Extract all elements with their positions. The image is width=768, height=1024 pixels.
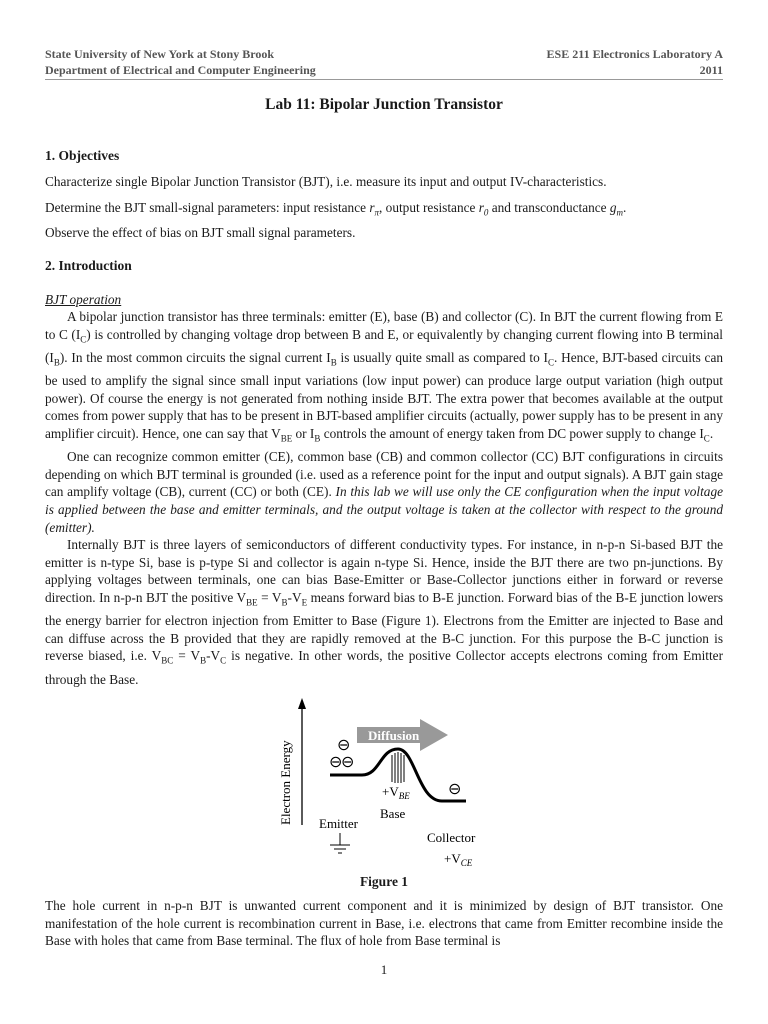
figure-1-band-diagram: [270, 697, 500, 872]
subheading-bjt-operation: BJT operation: [45, 292, 122, 307]
p1-d: is usually quite small as compared to I: [336, 349, 548, 365]
electron-icon: ⊖: [329, 754, 343, 771]
symbol-r-pi: [369, 200, 380, 218]
section-heading-objectives: 1. Objectives: [45, 148, 120, 163]
electron-icon: ⊖: [341, 754, 355, 771]
p3-sub-6: C: [220, 655, 227, 666]
p1-b: ) is controlled by changing voltage drop between B and E, or equivalently by changing current flowing into B terminal (I: [45, 326, 723, 365]
collector-label: Collector: [427, 830, 476, 845]
header-divider: [45, 79, 723, 80]
emitter-label: Emitter: [319, 816, 358, 831]
p3-c: -V: [287, 589, 302, 605]
symbol-r-0-letter: r: [478, 200, 484, 215]
p3-f: -V: [206, 648, 221, 664]
symbol-gm-letter: g: [609, 200, 617, 215]
objective-2-text-c: and transconductance: [488, 200, 610, 215]
header-department: Department of Electrical and Computer Engineering: [45, 63, 316, 77]
objective-3: Observe the effect of bias on BJT small signal parameters.: [45, 225, 356, 240]
diffusion-label: Diffusion: [368, 728, 420, 743]
p2-text: One can recognize common emitter (CE), common base (CB) and common collector (CC) BJT configurations in circuits depending on which BJT terminal is grounded (i.e. used as a reference point for the input and output signals). A BJT gain stage can amplify voltage (CB), current (CC) or both (CE).: [45, 449, 723, 500]
objective-2-text-d: .: [623, 200, 627, 215]
p3-sub-3: E: [301, 597, 308, 608]
vbe-label-sub: BE: [398, 791, 410, 801]
p3-e: = V: [173, 648, 201, 664]
intro-paragraph-2: [45, 448, 723, 536]
vce-label-sub: CE: [460, 858, 473, 868]
symbol-r-pi-sub: π: [374, 207, 380, 218]
symbol-gm: [609, 200, 624, 218]
base-terminal-lines: [392, 752, 404, 783]
p3-b: = V: [257, 589, 282, 605]
p2-italic: In this lab we will use only the CE configuration when the input voltage is applied between the base and emitter terminals, and the output voltage is taken at the collector with respect to the ground (emitter).: [45, 484, 723, 535]
electron-icon: ⊖: [337, 737, 351, 754]
header-course: ESE 211 Electronics Laboratory A: [546, 47, 723, 61]
p1-e: . Hence, BJT-based circuits can be used to amplify the signal since small input variations (low input power) can produce large output variation (high output power). Of course the energy is not generated from nothing inside BJT. The extra power that becomes available at the output comes from power supply that has to be present in BJT-based amplifier circuits (actually, power supply has to be present in any amplifier circuit). Hence, one can say that V: [45, 349, 724, 441]
header-left: [45, 46, 316, 78]
p1-sub-6: B: [314, 433, 321, 444]
vbe-label: [382, 784, 410, 801]
y-axis-arrowhead: [298, 698, 306, 709]
p1-sub-2: B: [53, 357, 60, 368]
p1-sub-7: C: [703, 433, 710, 444]
intro-paragraph-3: [45, 536, 723, 688]
p1-h: .: [709, 425, 714, 441]
p3-a: Internally BJT is three layers of semiconductors of different conductivity types. For instance, in n-p-n Si-based BJT the emitter is n-type Si, base is p-type Si and collector is again n-type Si. Hence, inside the BJT there are two pn-junctions. By applying voltages between terminals, one can bias Base-Emitter or Base-Collector junctions either in forward or reverse direction. In n-p-n BJT the positive V: [45, 537, 723, 605]
vbe-label-main: +V: [382, 784, 399, 799]
intro-paragraph-1: [45, 308, 723, 688]
p3-sub-1: BE: [246, 597, 258, 608]
symbol-gm-sub: m: [616, 207, 624, 218]
y-axis-label: Electron Energy: [278, 740, 293, 825]
p3-d: means forward bias to B-E junction. Forward bias of the B-E junction lowers the energy barrier for electron injection from Emitter to Base (Figure 1). Electrons from the Emitter are injected to Base and can diffuse across the B provided that they are rapidly removed at the B-C junction. For this purpose the B-C junction is reverse biased, i.e. V: [45, 589, 723, 664]
base-label: Base: [380, 806, 406, 821]
vce-label-main: +V: [444, 851, 461, 866]
p3-sub-4: BC: [161, 655, 174, 666]
p1-sub-3: B: [330, 357, 337, 368]
p1-f: or I: [292, 425, 315, 441]
symbol-r-0-sub: 0: [483, 207, 489, 218]
p1-a: A bipolar junction transistor has three terminals: emitter (E), base (B) and collector (C). In BJT the current flowing from E to C (I: [45, 309, 723, 342]
p3-g: is negative. In other words, the positive Collector accepts electrons coming from Emitter through the Base.: [45, 648, 723, 687]
header-right: [547, 46, 723, 78]
p1-sub-5: BE: [280, 433, 293, 444]
p1-sub-4: C: [547, 357, 554, 368]
p3-sub-5: B: [200, 655, 207, 666]
objective-1: Characterize single Bipolar Junction Transistor (BJT), i.e. measure its input and output IV-characteristics.: [45, 174, 607, 189]
objective-2-text-a: Determine the BJT small-signal parameters: input resistance: [45, 200, 370, 215]
symbol-r-pi-letter: r: [369, 200, 375, 215]
p3-sub-2: B: [281, 597, 288, 608]
intro-paragraph-1-text: [45, 308, 723, 448]
electron-icon: ⊖: [448, 781, 462, 798]
p1-g: controls the amount of energy taken from DC power supply to change I: [320, 425, 704, 441]
objective-2-text-b: , output resistance: [379, 200, 479, 215]
document-title: Lab 11: Bipolar Junction Transistor: [265, 96, 503, 113]
vce-label: [444, 851, 473, 868]
objective-2: [45, 199, 723, 222]
page-number: 1: [380, 962, 388, 977]
section-heading-introduction: 2. Introduction: [45, 258, 132, 273]
intro-paragraph-4: The hole current in n-p-n BJT is unwanted current component and it is minimized by design of BJT transistor. One manifestation of the hole current is recombination current in Base, i.e. electrons that came from Emitter recombine inside the Base with holes that came from Base terminal. The flux of hole from Base terminal is: [45, 898, 723, 949]
p1-sub-1: C: [80, 334, 87, 345]
ground-symbol-icon: [330, 833, 350, 853]
header-university: State University of New York at Stony Brook: [45, 47, 274, 61]
p1-c: ). In the most common circuits the signal current I: [59, 349, 331, 365]
figure-1-caption: Figure 1: [359, 874, 409, 889]
symbol-r-0: [478, 200, 489, 218]
header-year: 2011: [699, 63, 723, 77]
